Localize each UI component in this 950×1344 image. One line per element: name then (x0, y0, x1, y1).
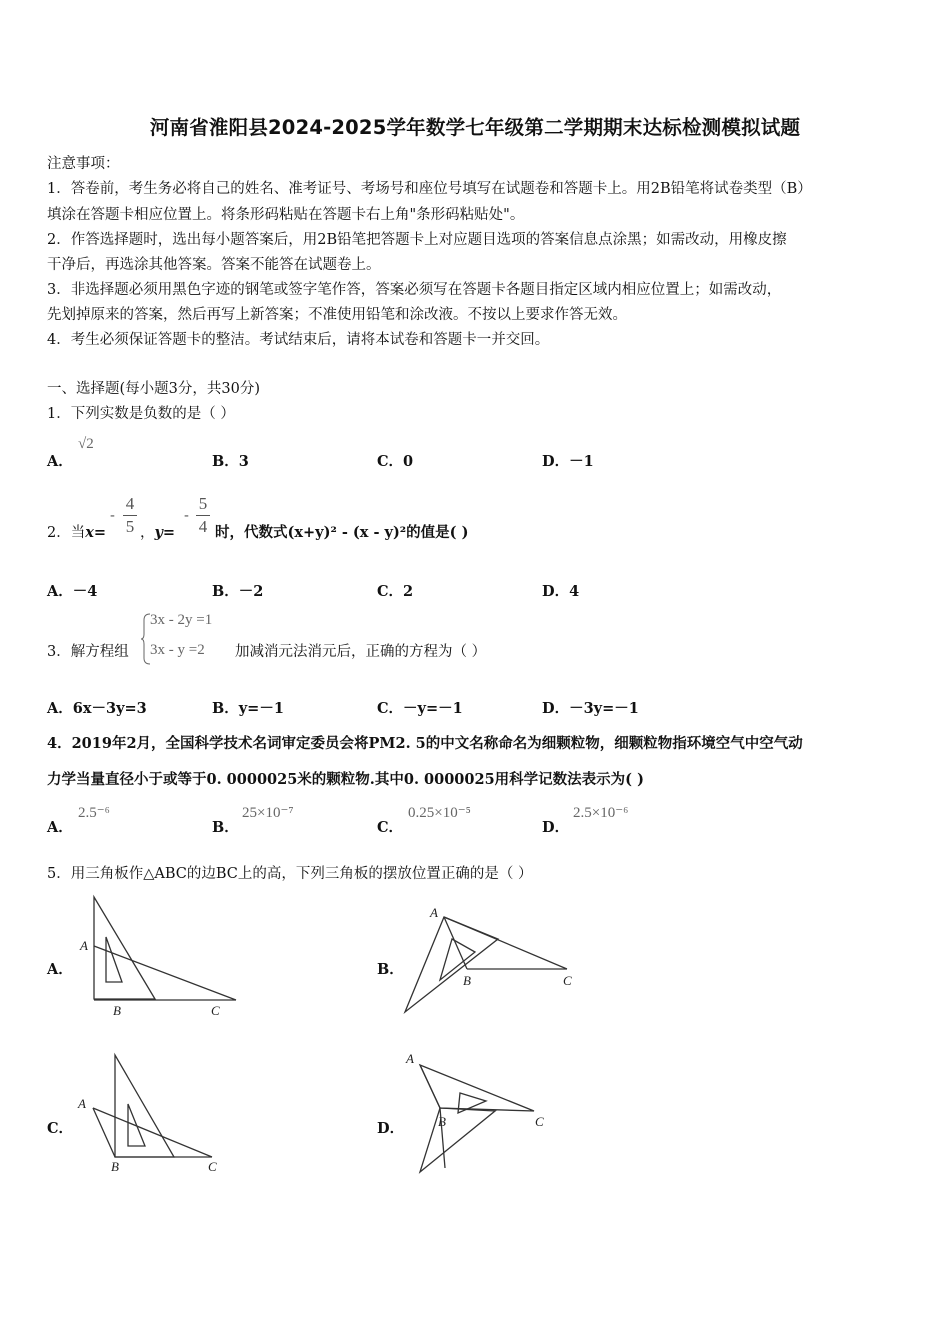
point-a-label: A (406, 1051, 414, 1066)
q2-y-fraction: 5 4 (196, 494, 210, 537)
q4-option-a-value: 2.5⁻⁶ (78, 805, 110, 821)
point-b-label: B (463, 973, 471, 988)
point-a-label: A (430, 905, 438, 920)
point-b-label: B (113, 1003, 121, 1018)
point-c-label: C (563, 973, 572, 988)
q3-suffix: 加减消元法消元后，正确的方程为（ ） (235, 644, 487, 660)
q2-option-a[interactable]: A．－4 (47, 583, 98, 600)
q3-equation-2: 3x - y =2 (150, 642, 205, 658)
notice-line: 3．非选择题必须用黑色字迹的钢笔或签字笔作答，答案必须写在答题卡各题目指定区域内相应位置上；如需改动， (47, 282, 782, 298)
q2-option-d[interactable]: D．4 (542, 583, 580, 600)
q1-option-a-value: √2 (78, 436, 94, 452)
q4-option-b[interactable]: B． (212, 819, 239, 836)
point-a-label: A (80, 938, 88, 953)
q4-option-c[interactable]: C． (377, 819, 404, 836)
point-c-label: C (535, 1114, 544, 1129)
q2-y-sign: - (184, 508, 189, 524)
q2-option-b[interactable]: B．－2 (212, 583, 264, 600)
q3-option-d[interactable]: D．－3y=－1 (542, 700, 639, 717)
notice-line: 4．考生必须保证答题卡的整洁。考试结束后，请将本试卷和答题卡一并交回。 (47, 332, 550, 348)
q2-x-sign: - (110, 508, 115, 524)
point-c-label: C (211, 1003, 220, 1018)
q5-figure-d (400, 1048, 570, 1178)
q4-stem-line1: 4．2019年2月，全国科学技术名词审定委员会将PM2. 5的中文名称命名为细颗粒物，细颗粒物指环境空气中空气动 (47, 735, 803, 752)
q1-option-b[interactable]: B．3 (212, 453, 249, 470)
q3-option-b[interactable]: B．y=－1 (212, 700, 284, 717)
q2-x-fraction: 4 5 (123, 494, 137, 537)
q2-prefix: 2．当x= (47, 524, 107, 541)
page-title: 河南省淮阳县2024-2025学年数学七年级第二学期期末达标检测模拟试题 (149, 116, 801, 139)
q2-suffix: 时，代数式(x+y)² - (x - y)²的值是( ) (215, 524, 469, 541)
q2-option-c[interactable]: C．2 (377, 583, 414, 600)
q4-stem-line2: 力学当量直径小于或等于0. 0000025米的颗粒物.其中0. 0000025用科学记数法表示为( ) (47, 771, 644, 788)
q3-prefix: 3．解方程组 (47, 644, 129, 660)
q5-option-b[interactable]: B． (377, 961, 404, 978)
q4-option-a[interactable]: A． (47, 819, 73, 836)
q5-figure-b (400, 895, 600, 1025)
notice-line: 先划掉原来的答案，然后再写上新答案；不准使用铅笔和涂改液。不按以上要求作答无效。 (47, 307, 627, 323)
point-c-label: C (208, 1159, 217, 1174)
q4-option-d[interactable]: D． (542, 819, 570, 836)
q4-option-c-value: 0.25×10⁻⁵ (408, 805, 471, 821)
q2-comma: ，y= (140, 524, 176, 541)
q5-option-d[interactable]: D． (377, 1120, 405, 1137)
q5-figure-a (75, 890, 245, 1025)
q3-option-c[interactable]: C．－y=－1 (377, 700, 463, 717)
notice-line: 1．答卷前，考生务必将自己的姓名、准考证号、考场号和座位号填写在试题卷和答题卡上。用2B铅笔将试卷类型（B） (47, 181, 812, 197)
q5-option-c[interactable]: C． (47, 1120, 74, 1137)
q1-option-a[interactable] (47, 450, 73, 471)
q5-option-a[interactable]: A． (47, 961, 73, 978)
notice-line: 填涂在答题卡相应位置上。将条形码粘贴在答题卡右上角"条形码粘贴处"。 (47, 207, 525, 223)
section-heading: 一、选择题(每小题3分，共30分) (47, 381, 260, 397)
notice-heading: 注意事项： (47, 156, 120, 172)
q4-option-d-value: 2.5×10⁻⁶ (573, 805, 629, 821)
q5-stem: 5．用三角板作△ABC的边BC上的高，下列三角板的摆放位置正确的是（ ） (47, 866, 533, 882)
q1-option-c[interactable]: C．0 (377, 453, 414, 470)
point-a-label: A (78, 1096, 86, 1111)
q5-figure-c (75, 1050, 245, 1180)
q1-option-d[interactable]: D．－1 (542, 453, 594, 470)
point-b-label: B (438, 1114, 446, 1129)
q1-stem: 1．下列实数是负数的是（ ） (47, 406, 235, 422)
notice-line: 干净后，再选涂其他答案。答案不能答在试题卷上。 (47, 257, 381, 273)
q3-option-a[interactable]: A．6x－3y=3 (47, 700, 147, 717)
notice-line: 2．作答选择题时，选出每小题答案后，用2B铅笔把答题卡上对应题目选项的答案信息点涂黑；如需改动，用橡皮擦 (47, 232, 787, 248)
point-b-label: B (111, 1159, 119, 1174)
option-label: A． (47, 453, 73, 470)
q3-equation-1: 3x - 2y =1 (150, 612, 213, 628)
q4-option-b-value: 25×10⁻⁷ (242, 805, 294, 821)
